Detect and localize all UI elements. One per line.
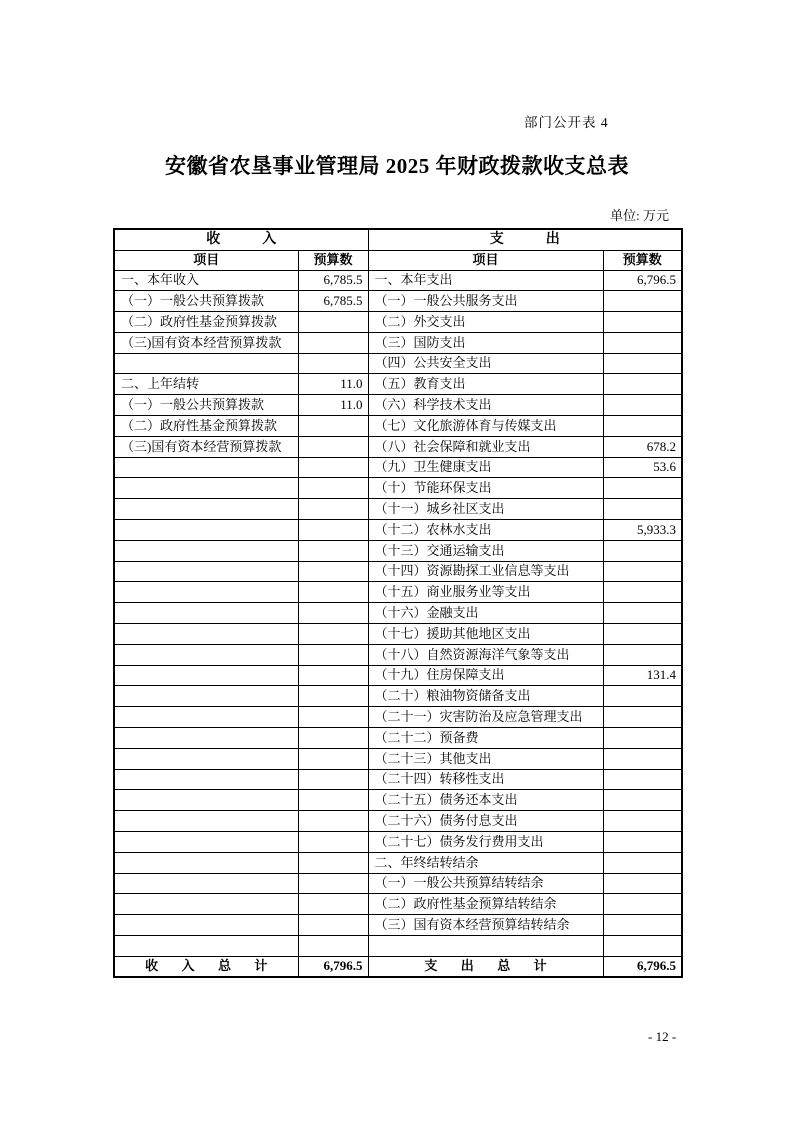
expense-value-cell: 131.4 bbox=[603, 665, 682, 686]
income-value-cell bbox=[298, 561, 368, 582]
budget-table bbox=[113, 228, 683, 978]
income-item-cell bbox=[114, 520, 298, 541]
income-item-cell bbox=[114, 790, 298, 811]
income-item-column-header: 项目 bbox=[114, 250, 298, 270]
table-row bbox=[114, 936, 682, 957]
income-item-cell bbox=[114, 832, 298, 853]
income-value-cell bbox=[298, 748, 368, 769]
expense-value-cell bbox=[603, 873, 682, 894]
table-row bbox=[114, 873, 682, 894]
income-item-cell bbox=[114, 561, 298, 582]
expense-total-value: 6,796.5 bbox=[603, 956, 682, 977]
income-value-cell bbox=[298, 353, 368, 374]
expense-item-cell: （三）国有资本经营预算结转结余 bbox=[368, 915, 603, 936]
expense-item-cell: （十五）商业服务业等支出 bbox=[368, 582, 603, 603]
expense-item-cell: （七）文化旅游体育与传媒支出 bbox=[368, 416, 603, 437]
expense-item-cell: （二十三）其他支出 bbox=[368, 748, 603, 769]
expense-value-cell: 5,933.3 bbox=[603, 520, 682, 541]
expense-value-cell bbox=[603, 769, 682, 790]
expense-item-cell: 一、本年支出 bbox=[368, 270, 603, 291]
expense-value-cell bbox=[603, 790, 682, 811]
table-row bbox=[114, 332, 682, 353]
expense-item-cell: （一）一般公共服务支出 bbox=[368, 291, 603, 312]
income-value-cell bbox=[298, 312, 368, 333]
expense-item-cell: （二十二）预备费 bbox=[368, 728, 603, 749]
income-value-cell bbox=[298, 894, 368, 915]
expense-value-cell bbox=[603, 915, 682, 936]
expense-total-label: 支出总计 bbox=[424, 958, 570, 974]
expense-value-cell bbox=[603, 832, 682, 853]
income-item-cell bbox=[114, 353, 298, 374]
table-row bbox=[114, 852, 682, 873]
expense-budget-column-header: 预算数 bbox=[603, 250, 682, 270]
unit-label: 单位: 万元 bbox=[610, 208, 669, 223]
income-value-cell bbox=[298, 728, 368, 749]
income-item-cell bbox=[114, 748, 298, 769]
income-item-cell bbox=[114, 728, 298, 749]
income-item-cell bbox=[114, 457, 298, 478]
income-item-cell bbox=[114, 852, 298, 873]
table-row bbox=[114, 291, 682, 312]
income-item-cell bbox=[114, 603, 298, 624]
table-row bbox=[114, 499, 682, 520]
table-row bbox=[114, 395, 682, 416]
table-row bbox=[114, 790, 682, 811]
expense-value-cell bbox=[603, 416, 682, 437]
expense-item-cell: （二十七）债务发行费用支出 bbox=[368, 832, 603, 853]
income-value-cell bbox=[298, 478, 368, 499]
income-value-cell bbox=[298, 686, 368, 707]
expense-value-cell bbox=[603, 332, 682, 353]
expense-total-label-cell bbox=[368, 956, 603, 977]
income-value-cell: 6,785.5 bbox=[298, 270, 368, 291]
income-value-cell bbox=[298, 790, 368, 811]
income-value-cell: 11.0 bbox=[298, 374, 368, 395]
table-row bbox=[114, 915, 682, 936]
table-row bbox=[114, 707, 682, 728]
income-value-cell: 6,785.5 bbox=[298, 291, 368, 312]
income-item-cell bbox=[114, 644, 298, 665]
expense-value-cell bbox=[603, 353, 682, 374]
table-row bbox=[114, 561, 682, 582]
expense-value-cell bbox=[603, 540, 682, 561]
income-value-cell bbox=[298, 332, 368, 353]
table-row bbox=[114, 644, 682, 665]
income-item-cell: 二、上年结转 bbox=[114, 374, 298, 395]
expense-value-cell bbox=[603, 811, 682, 832]
table-row bbox=[114, 312, 682, 333]
expense-value-cell bbox=[603, 852, 682, 873]
income-value-cell bbox=[298, 520, 368, 541]
group-header-row bbox=[114, 229, 682, 250]
expense-item-column-header: 项目 bbox=[368, 250, 603, 270]
table-row bbox=[114, 540, 682, 561]
table-total-row bbox=[114, 956, 682, 977]
expense-group-header: 支出 bbox=[489, 232, 602, 248]
expense-item-cell: （八）社会保障和就业支出 bbox=[368, 436, 603, 457]
page-title: 安徽省农垦事业管理局 2025 年财政拨款收支总表 bbox=[165, 154, 629, 178]
table-row bbox=[114, 416, 682, 437]
income-value-cell: 11.0 bbox=[298, 395, 368, 416]
expense-value-cell: 53.6 bbox=[603, 457, 682, 478]
expense-item-cell: （二）政府性基金预算结转结余 bbox=[368, 894, 603, 915]
income-group-header: 收入 bbox=[206, 232, 319, 248]
table-row bbox=[114, 832, 682, 853]
income-value-cell bbox=[298, 769, 368, 790]
expense-item-cell: （十六）金融支出 bbox=[368, 603, 603, 624]
expense-value-cell bbox=[603, 728, 682, 749]
income-item-cell bbox=[114, 936, 298, 957]
table-row bbox=[114, 686, 682, 707]
income-item-cell bbox=[114, 478, 298, 499]
income-value-cell bbox=[298, 936, 368, 957]
expense-value-cell: 678.2 bbox=[603, 436, 682, 457]
expense-value-cell bbox=[603, 291, 682, 312]
expense-value-cell: 6,796.5 bbox=[603, 270, 682, 291]
income-value-cell bbox=[298, 436, 368, 457]
expense-value-cell bbox=[603, 603, 682, 624]
table-row bbox=[114, 353, 682, 374]
income-item-cell bbox=[114, 894, 298, 915]
expense-value-cell bbox=[603, 707, 682, 728]
income-item-cell: （二）政府性基金预算拨款 bbox=[114, 312, 298, 333]
expense-item-cell: （九）卫生健康支出 bbox=[368, 457, 603, 478]
income-item-cell: （三)国有资本经营预算拨款 bbox=[114, 436, 298, 457]
table-body bbox=[114, 270, 682, 956]
expense-item-cell: （二十一）灾害防治及应急管理支出 bbox=[368, 707, 603, 728]
table-row bbox=[114, 894, 682, 915]
table-row bbox=[114, 728, 682, 749]
income-total-label: 收入总计 bbox=[145, 958, 291, 974]
expense-group-header-cell bbox=[368, 229, 682, 250]
expense-item-cell: （十一）城乡社区支出 bbox=[368, 499, 603, 520]
expense-item-cell: （十四）资源勘探工业信息等支出 bbox=[368, 561, 603, 582]
income-budget-column-header: 预算数 bbox=[298, 250, 368, 270]
income-value-cell bbox=[298, 624, 368, 645]
expense-item-cell: （二十六）债务付息支出 bbox=[368, 811, 603, 832]
expense-item-cell: （一）一般公共预算结转结余 bbox=[368, 873, 603, 894]
expense-item-cell: （十）节能环保支出 bbox=[368, 478, 603, 499]
expense-value-cell bbox=[603, 894, 682, 915]
page-number: - 12 - bbox=[648, 1029, 677, 1044]
expense-value-cell bbox=[603, 374, 682, 395]
table-row bbox=[114, 270, 682, 291]
income-value-cell bbox=[298, 582, 368, 603]
income-value-cell bbox=[298, 832, 368, 853]
table-row bbox=[114, 582, 682, 603]
income-item-cell bbox=[114, 686, 298, 707]
column-header-row bbox=[114, 250, 682, 270]
table-row bbox=[114, 811, 682, 832]
income-value-cell bbox=[298, 811, 368, 832]
expense-item-cell: （六）科学技术支出 bbox=[368, 395, 603, 416]
corner-label: 部门公开表 4 bbox=[524, 115, 609, 130]
expense-item-cell: （四）公共安全支出 bbox=[368, 353, 603, 374]
expense-value-cell bbox=[603, 936, 682, 957]
income-item-cell bbox=[114, 915, 298, 936]
expense-item-cell: （十三）交通运输支出 bbox=[368, 540, 603, 561]
expense-value-cell bbox=[603, 624, 682, 645]
income-value-cell bbox=[298, 540, 368, 561]
income-item-cell bbox=[114, 873, 298, 894]
table-row bbox=[114, 665, 682, 686]
expense-value-cell bbox=[603, 686, 682, 707]
income-total-value: 6,796.5 bbox=[298, 956, 368, 977]
table-row bbox=[114, 374, 682, 395]
expense-item-cell: （十八）自然资源海洋气象等支出 bbox=[368, 644, 603, 665]
table-row bbox=[114, 478, 682, 499]
expense-value-cell bbox=[603, 312, 682, 333]
table-row bbox=[114, 436, 682, 457]
table-row bbox=[114, 748, 682, 769]
income-value-cell bbox=[298, 707, 368, 728]
table-row bbox=[114, 457, 682, 478]
expense-item-cell: （五）教育支出 bbox=[368, 374, 603, 395]
expense-value-cell bbox=[603, 499, 682, 520]
income-item-cell bbox=[114, 811, 298, 832]
expense-value-cell bbox=[603, 582, 682, 603]
income-value-cell bbox=[298, 644, 368, 665]
expense-item-cell: （二）外交支出 bbox=[368, 312, 603, 333]
expense-value-cell bbox=[603, 478, 682, 499]
income-value-cell bbox=[298, 499, 368, 520]
table-row bbox=[114, 520, 682, 541]
income-value-cell bbox=[298, 873, 368, 894]
income-value-cell bbox=[298, 603, 368, 624]
income-item-cell: （二）政府性基金预算拨款 bbox=[114, 416, 298, 437]
income-item-cell: （一）一般公共预算拨款 bbox=[114, 291, 298, 312]
income-item-cell bbox=[114, 499, 298, 520]
expense-item-cell: （十九）住房保障支出 bbox=[368, 665, 603, 686]
income-item-cell bbox=[114, 540, 298, 561]
expense-item-cell: （十七）援助其他地区支出 bbox=[368, 624, 603, 645]
expense-value-cell bbox=[603, 644, 682, 665]
table-row bbox=[114, 769, 682, 790]
expense-value-cell bbox=[603, 561, 682, 582]
income-value-cell bbox=[298, 915, 368, 936]
income-value-cell bbox=[298, 416, 368, 437]
table-row bbox=[114, 603, 682, 624]
income-group-header-cell bbox=[114, 229, 368, 250]
income-value-cell bbox=[298, 665, 368, 686]
income-item-cell: 一、本年收入 bbox=[114, 270, 298, 291]
income-item-cell bbox=[114, 582, 298, 603]
income-item-cell bbox=[114, 769, 298, 790]
income-item-cell: （三)国有资本经营预算拨款 bbox=[114, 332, 298, 353]
expense-value-cell bbox=[603, 748, 682, 769]
table-row bbox=[114, 624, 682, 645]
income-value-cell bbox=[298, 852, 368, 873]
income-item-cell bbox=[114, 624, 298, 645]
income-item-cell bbox=[114, 707, 298, 728]
expense-item-cell: （十二）农林水支出 bbox=[368, 520, 603, 541]
expense-item-cell bbox=[368, 936, 603, 957]
income-item-cell bbox=[114, 665, 298, 686]
expense-item-cell: 二、年终结转结余 bbox=[368, 852, 603, 873]
expense-value-cell bbox=[603, 395, 682, 416]
expense-item-cell: （二十五）债务还本支出 bbox=[368, 790, 603, 811]
expense-item-cell: （三）国防支出 bbox=[368, 332, 603, 353]
income-item-cell: （一）一般公共预算拨款 bbox=[114, 395, 298, 416]
income-value-cell bbox=[298, 457, 368, 478]
income-total-label-cell bbox=[114, 956, 298, 977]
expense-item-cell: （二十四）转移性支出 bbox=[368, 769, 603, 790]
expense-item-cell: （二十）粮油物资储备支出 bbox=[368, 686, 603, 707]
